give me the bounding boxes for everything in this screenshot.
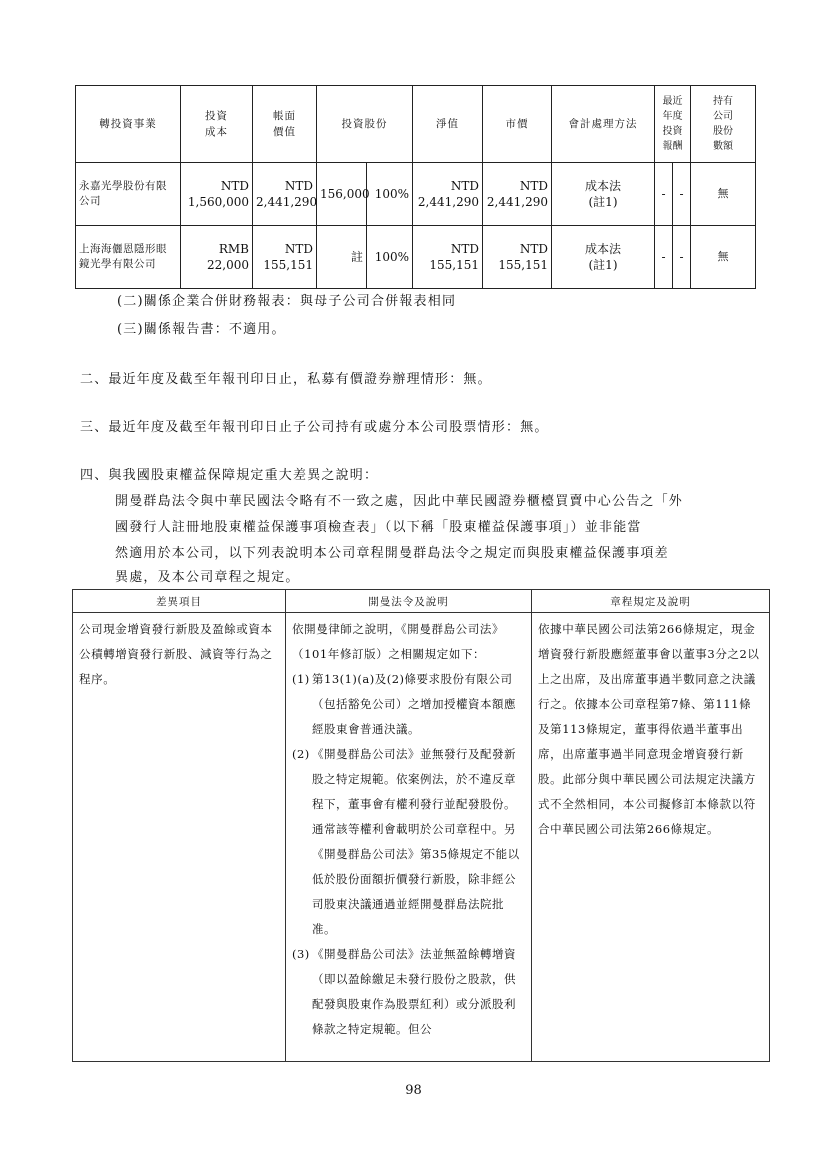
market-price: NTD 155,151 <box>483 226 552 289</box>
share-count: 註 <box>317 226 367 289</box>
list-item: (1) 第13(1)(a)及(2)條要求股份有限公司（包括豁免公司）之增加授權資本額應經股東會普通決議。 <box>292 672 516 736</box>
difference-item-cell <box>73 613 286 1062</box>
market-price: NTD 2,441,290 <box>483 163 552 226</box>
comparison-table <box>72 589 770 1062</box>
header-recent-return: 最近 年度 投資 報酬 <box>655 86 691 163</box>
cayman-law-intro: 依開曼律師之說明，《開曼群島公司法》（101年修訂版）之相關規定如下： <box>292 622 505 661</box>
return-cell-1: - <box>655 163 673 226</box>
company-name: 永嘉光學股份有限公司 <box>76 163 181 226</box>
header-accounting-method: 會計處理方法 <box>552 86 655 163</box>
charter-provisions-text: 依據中華民國公司法第266條規定，現金增資發行新股應經董事會以董事3分之2以上之出席，及出席董事過半數同意之決議行之。依據本公司章程第7條、第111條及第113條規定，董事得依過半董事出席，出席董事過半同意現金增資發行新股。此部分與中華民國公司法規定決議方式不全然相同，本公司擬修訂本條款以符合中華民國公司法第266條規定。 <box>538 622 760 836</box>
table-row <box>73 613 770 1062</box>
header-shares: 投資股份 <box>317 86 413 163</box>
share-ratio: 100% <box>367 163 413 226</box>
header-cayman-law: 開曼法令及說明 <box>286 590 532 613</box>
cayman-law-cell <box>286 613 532 1062</box>
header-cost: 投資 成本 <box>181 86 253 163</box>
difference-item-text: 公司現金增資發行新股及盈餘或資本公積轉增資發行新股、減資等行為之程序。 <box>79 622 273 686</box>
accounting-method: 成本法 (註1) <box>552 226 655 289</box>
header-market-price: 市價 <box>483 86 552 163</box>
table-row <box>76 163 756 226</box>
return-cell-2: - <box>673 226 691 289</box>
investment-table <box>75 85 756 289</box>
charter-provisions-cell <box>532 613 770 1062</box>
page-number: 98 <box>405 1083 422 1098</box>
header-book-value: 帳面 價值 <box>253 86 317 163</box>
company-name: 上海海儷恩隱形眼鏡光學有限公司 <box>76 226 181 289</box>
share-ratio: 100% <box>367 226 413 289</box>
accounting-method: 成本法 (註1) <box>552 163 655 226</box>
header-company: 轉投資事業 <box>76 86 181 163</box>
consolidated-statements-note: (二)關係企業合併財務報表：與母子公司合併報表相同 <box>117 294 457 309</box>
investment-table-header <box>76 86 756 163</box>
header-holding-shares: 持有 公司 股份 數額 <box>691 86 756 163</box>
affiliation-report-note: (三)關係報告書：不適用。 <box>117 322 286 337</box>
section-4-line-1: 開曼群島法令與中華民國法令略有不一致之處，因此中華民國證券櫃檯買賣中心公告之「外 <box>115 494 684 509</box>
list-item: (3) 《開曼群島公司法》法並無盈餘轉增資（即以盈餘繳足未發行股份之股款，供配發與股東作為股票紅利）或分派股利條款之特定規範。但公 <box>292 947 516 1036</box>
header-difference-item: 差異項目 <box>73 590 286 613</box>
section-4-line-4: 異處，及本公司章程之規定。 <box>115 570 300 585</box>
list-item: (2) 《開曼群島公司法》並無發行及配發新股之特定規範。依案例法，於不違反章程下，董事會有權利發行並配發股份。通常該等權利會載明於公司章程中。另《開曼群島公司法》第35條規定不能以低於股份面額折價發行新股，除非經公司股東決議通過並經開曼群島法院批准。 <box>292 747 520 936</box>
section-3-subsidiary-holdings: 三、最近年度及截至年報刊印日止子公司持有或處分本公司股票情形：無。 <box>80 420 549 435</box>
section-4-title: 四、與我國股東權益保障規定重大差異之說明： <box>80 468 379 483</box>
book-value: NTD 2,441,290 <box>253 163 317 226</box>
cayman-law-list <box>292 667 525 1042</box>
section-2-private-placement: 二、最近年度及截至年報刊印日止，私募有價證券辦理情形：無。 <box>80 372 492 387</box>
net-value: NTD 155,151 <box>413 226 483 289</box>
header-net-value: 淨值 <box>413 86 483 163</box>
table-row <box>76 226 756 289</box>
return-cell-1: - <box>655 226 673 289</box>
investment-cost: RMB 22,000 <box>181 226 253 289</box>
section-4-line-2: 國發行人註冊地股東權益保護事項檢查表」（以下稱「股東權益保護事項」）並非能當 <box>115 520 642 535</box>
holding-shares: 無 <box>691 226 756 289</box>
book-value: NTD 155,151 <box>253 226 317 289</box>
holding-shares: 無 <box>691 163 756 226</box>
investment-cost: NTD 1,560,000 <box>181 163 253 226</box>
header-charter-provisions: 章程規定及說明 <box>532 590 770 613</box>
net-value: NTD 2,441,290 <box>413 163 483 226</box>
comparison-table-header <box>73 590 770 613</box>
section-4-line-3: 然適用於本公司，以下列表說明本公司章程開曼群島法令之規定而與股東權益保護事項差 <box>115 546 669 561</box>
return-cell-2: - <box>673 163 691 226</box>
share-count: 156,000 <box>317 163 367 226</box>
